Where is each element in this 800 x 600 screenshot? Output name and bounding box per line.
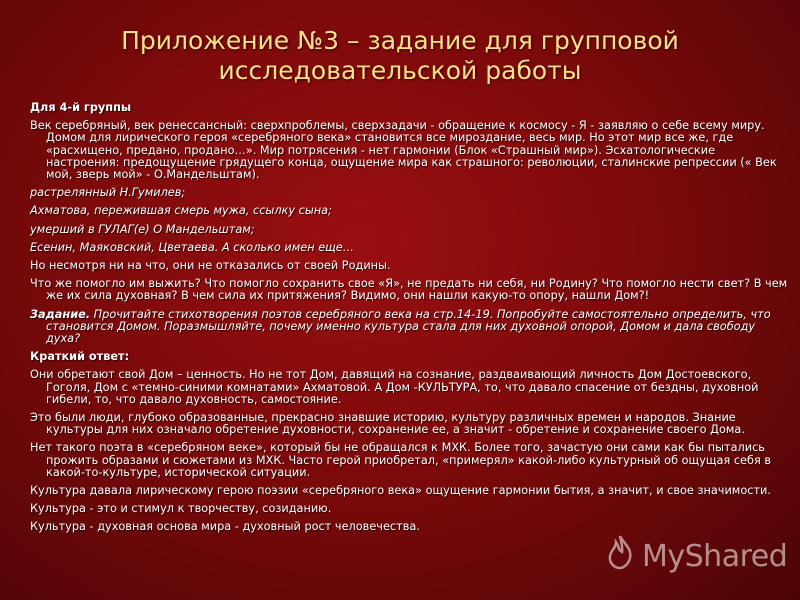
- task-text: Прочитайте стихотворения поэтов серебряного века на стр.14-19. Попробуйте самостоятельно определить, что становится Домом. Поразмышляйте, почему именно культура стала для них духовной опорой, Домом и дала свободу духа?: [46, 307, 771, 346]
- poet-line-gumilev: растрелянный Н.Гумилев;: [30, 186, 186, 200]
- task-paragraph: [30, 309, 790, 346]
- poet-line-others: Есенин, Маяковский, Цветаева. А сколько имен еще…: [30, 240, 355, 254]
- answer-paragraph-6: Культура - духовная основа мира - духовный рост человечества.: [30, 520, 420, 534]
- logo-text: MyShared: [642, 538, 788, 574]
- homeland-paragraph: Но несмотря ни на что, они не отказались от своей Родины.: [30, 259, 391, 273]
- slide-body: [30, 102, 790, 540]
- answer-paragraph-1: Они обретают свой Дом – ценность. Но не тот Дом, давящий на сознание, раздваивающий личность Дом Достоевского, Гоголя, Дом с «темно-синими комнатами» Ахматовой. А Дом -КУЛЬТУРА, то, что давало спасение от бездны, духовной гибели, то, что давало духовность, самостояние.: [30, 368, 759, 406]
- questions-paragraph: Что же помогло им выжить? Что помогло сохранить свое «Я», не предать ни себя, ни Родину? Что помогло нести свет? В чем же их сила духовная? В чем сила их притяжения? Видимо, они нашли какую-то опору, нашли Дом?!: [30, 277, 788, 303]
- group-heading: Для 4-й группы: [30, 101, 132, 114]
- task-label: Задание.: [30, 307, 91, 321]
- answer-heading: Краткий ответ:: [30, 350, 130, 364]
- flame-logo-icon: [604, 534, 642, 578]
- answer-paragraph-2: Это были люди, глубоко образованные, прекрасно знавшие историю, культуру различных времен и народов. Знание культуры для них означало обретение духовности, сохранение ее, а значит - обретение и сохранение своего Дома.: [30, 411, 745, 437]
- poet-line-akhmatova: Ахматова, пережившая смерь мужа, ссылку сына;: [30, 204, 332, 218]
- poet-line-mandelstam: умерший в ГУЛАГ(е) О Мандельштам;: [30, 222, 255, 236]
- answer-paragraph-5: Культура - это и стимул к творчеству, созиданию.: [30, 502, 332, 516]
- watermark-logo: [604, 536, 788, 576]
- answer-paragraph-3: Нет такого поэта в «серебряном веке», который бы не обращался к МХК. Более того, зачастую они сами как бы пытались прожить образами и сюжетами из МХК. Часто герой приобретал, «примерял» какой-либо культурный об ощущая себя в какой-то-культуре, исторической ситуации.: [30, 441, 772, 479]
- answer-paragraph-4: Культура давала лирическому герою поэзии «серебряного века» ощущение гармонии бытия, а значит, и свое значимости.: [30, 484, 771, 498]
- slide-title: Приложение №3 – задание для групповой исследовательской работы: [121, 26, 679, 85]
- intro-paragraph: Век серебряный, век ренессансный: сверхпроблемы, сверхзадачи - обращение к космосу - Я - заявляю о себе всему миру. Домом для лирического героя «серебряного века» становится все мироздание, весь мир. Но этот мир все же, где «расхищено, предано, продано…». Мир потрясения - нет гармонии (Блок «Страшный мир»). Эсхатологические настроения: предощущение грядущего конца, ощущение мира как страшного: революции, сталинские репрессии (« Век мой, зверь мой» - О.Мандельштам).: [30, 119, 777, 182]
